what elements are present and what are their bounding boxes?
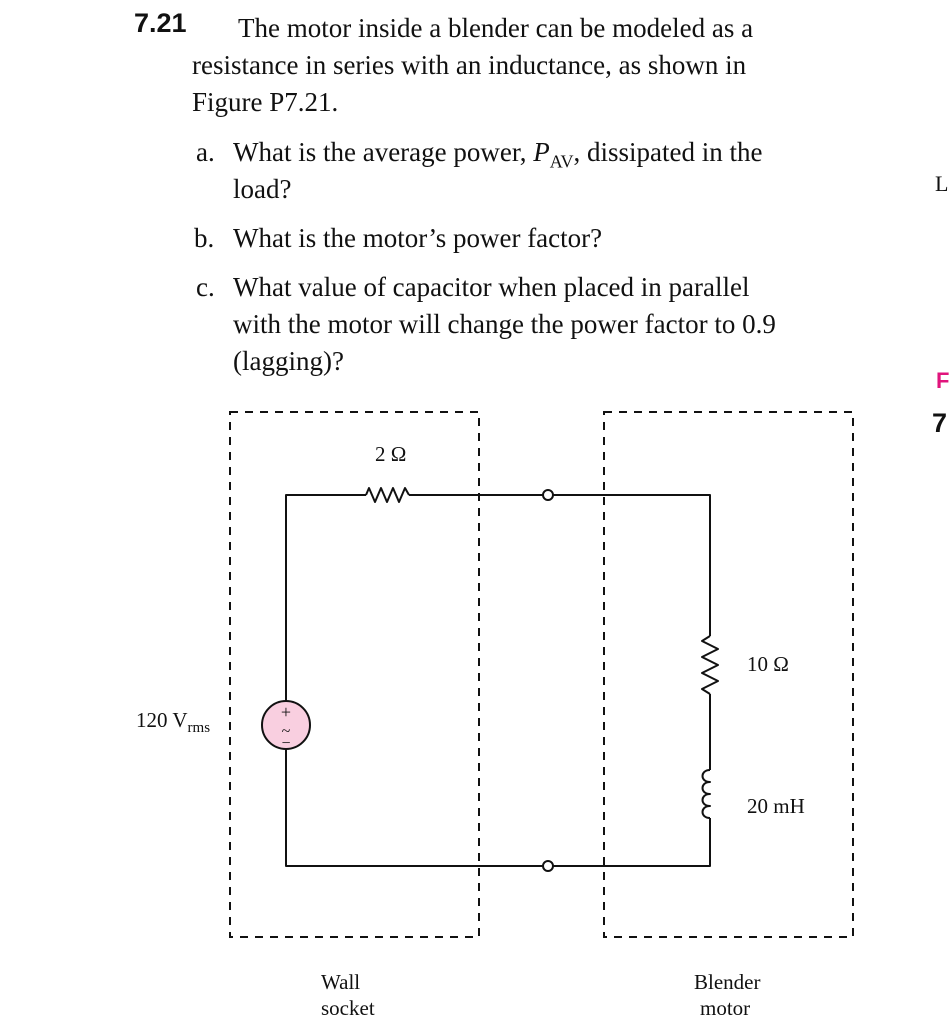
blender-motor-label-line-1: Blender — [694, 970, 761, 994]
power-symbol: P — [533, 137, 550, 167]
blender-motor-box — [604, 412, 853, 937]
part-c-line-3: (lagging)? — [233, 346, 344, 376]
wire-bottom-right — [553, 818, 710, 866]
wire-top-right — [553, 495, 710, 636]
wall-socket-label-line-2: socket — [321, 996, 375, 1020]
source-plus-sign: + — [280, 702, 292, 722]
resistor-motor-symbol — [702, 636, 718, 694]
part-c-marker: c. — [196, 272, 215, 302]
part-b-line-1: What is the motor’s power factor? — [233, 223, 603, 253]
inductor-motor-label: 20 mH — [747, 794, 805, 818]
source-tilde: ~ — [281, 723, 291, 740]
margin-letter-F: F — [936, 368, 950, 393]
problem-number: 7.21 — [134, 8, 187, 38]
source-voltage-value: 120 V — [136, 708, 188, 732]
source-minus-sign: − — [281, 735, 291, 752]
part-a-line-2: load? — [233, 174, 292, 204]
resistor-line-label: 2 Ω — [375, 442, 407, 466]
margin-letter-L: L — [935, 171, 949, 196]
part-b-marker: b. — [194, 223, 215, 253]
terminal-bottom — [543, 861, 553, 871]
power-symbol-sub: AV — [549, 151, 574, 172]
blender-motor-label-line-2: motor — [700, 996, 751, 1020]
margin-digit-7: 7 — [932, 408, 948, 438]
part-c-line-2: with the motor will change the power factor to 0.9 — [233, 309, 776, 339]
source-voltage-label — [136, 708, 210, 737]
problem-stem-line-3: Figure P7.21. — [192, 87, 339, 117]
terminal-top — [543, 490, 553, 500]
part-a-text-after: , dissipated in the — [573, 137, 763, 167]
part-c-line-1: What value of capacitor when placed in parallel — [233, 272, 750, 302]
inductor-motor-symbol — [703, 770, 711, 818]
wall-socket-box — [230, 412, 479, 937]
resistor-line-symbol — [366, 488, 409, 502]
source-voltage-sub: rms — [187, 720, 211, 737]
wire-bottom-left — [286, 749, 543, 866]
problem-stem-line-2: resistance in series with an inductance, as shown in — [192, 50, 747, 80]
wall-socket-label-line-1: Wall — [321, 970, 361, 994]
problem-stem-line-1: The motor inside a blender can be modeled as a — [238, 13, 754, 43]
part-a-text: What is the average power, — [233, 137, 534, 167]
wire-top-left — [286, 495, 366, 496]
resistor-motor-label: 10 Ω — [747, 652, 789, 676]
part-a-marker: a. — [196, 137, 215, 167]
